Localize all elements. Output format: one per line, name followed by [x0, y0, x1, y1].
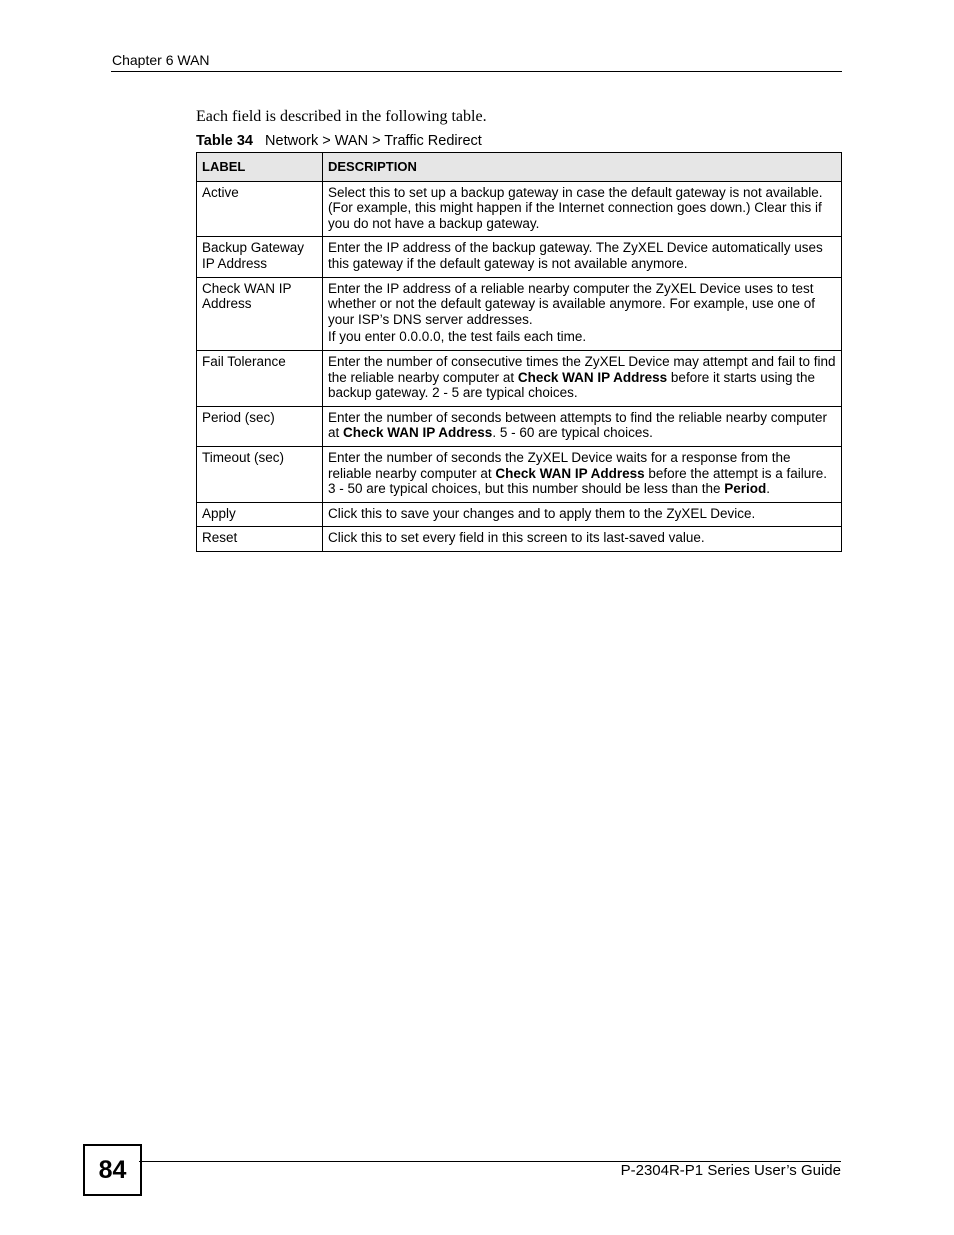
table-header-row: [197, 153, 842, 182]
label-column-header: LABEL: [197, 153, 323, 182]
table-row: [197, 527, 842, 552]
field-description: [323, 406, 842, 446]
field-description: [323, 237, 842, 277]
field-label: Fail Tolerance: [197, 350, 323, 406]
description-text: Enter the IP address of the backup gateway. The ZyXEL Device automatically uses this gateway if the default gateway is not available anymore.: [328, 240, 823, 271]
description-text: before it starts using the backup gateway. 2 - 5 are typical choices.: [328, 369, 815, 401]
description-text: Enter the number of consecutive times the ZyXEL Device may attempt and fail to find the reliable nearby computer at: [328, 353, 836, 385]
description-paragraph: [328, 410, 836, 441]
description-paragraph: [328, 450, 836, 497]
description-text: Click this to set every field in this screen to its last-saved value.: [328, 530, 705, 546]
field-label: Timeout (sec): [197, 446, 323, 502]
table-row: [197, 277, 842, 350]
intro-text: Each field is described in the following table.: [196, 108, 487, 125]
description-bold-term: Period: [724, 481, 767, 497]
description-paragraph: [328, 530, 836, 546]
field-label: Active: [197, 181, 323, 237]
description-text: Enter the number of seconds the ZyXEL Device waits for a response from the reliable nearby computer at: [328, 449, 791, 481]
field-description-table: [196, 152, 842, 552]
field-description: [323, 181, 842, 237]
field-description: [323, 350, 842, 406]
description-paragraph: [328, 354, 836, 401]
description-bold-term: Check WAN IP Address: [343, 425, 493, 441]
table-row: [197, 237, 842, 277]
description-column-header: DESCRIPTION: [323, 153, 842, 182]
description-paragraph: [328, 281, 836, 328]
table-row: [197, 350, 842, 406]
table-row: [197, 406, 842, 446]
description-text: Enter the IP address of a reliable nearby computer the ZyXEL Device uses to test whether or not the default gateway is available anymore. For example, use one of your ISP’s DNS server addresses.: [328, 280, 816, 327]
description-text: Select this to set up a backup gateway in case the default gateway is not available. (For example, this might happen if the Internet connection goes down.) Clear this if you do not have a backup gateway.: [328, 184, 823, 231]
running-header: Chapter 6 WAN: [112, 52, 210, 68]
page-number: 84: [83, 1144, 142, 1196]
table-caption: [196, 133, 482, 149]
description-text: Click this to save your changes and to apply them to the ZyXEL Device.: [328, 505, 756, 521]
description-paragraph: [328, 240, 836, 271]
field-label: Period (sec): [197, 406, 323, 446]
description-text: before the attempt is a failure. 3 - 50 are typical choices, but this number should be less than the: [328, 465, 828, 497]
description-text: . 5 - 60 are typical choices.: [492, 425, 653, 441]
field-label: Check WAN IP Address: [197, 277, 323, 350]
field-label: Reset: [197, 527, 323, 552]
field-description: [323, 502, 842, 527]
table-row: [197, 446, 842, 502]
description-text: Enter the number of seconds between attempts to find the reliable nearby computer at: [328, 409, 828, 441]
field-description: [323, 527, 842, 552]
guide-title: P-2304R-P1 Series User’s Guide: [620, 1162, 841, 1179]
description-bold-term: Check WAN IP Address: [495, 465, 645, 481]
description-bold-term: Check WAN IP Address: [517, 369, 668, 385]
description-paragraph: [328, 329, 836, 345]
description-text: .: [766, 481, 771, 497]
field-description: [323, 277, 842, 350]
description-paragraph: [328, 506, 836, 522]
header-divider: [111, 71, 842, 72]
table-row: [197, 181, 842, 237]
table-body: [197, 181, 842, 551]
table-row: [197, 502, 842, 527]
field-description: [323, 446, 842, 502]
field-label: Apply: [197, 502, 323, 527]
field-label: Backup Gateway IP Address: [197, 237, 323, 277]
table-caption-title: Network > WAN > Traffic Redirect: [265, 133, 482, 149]
description-text: If you enter 0.0.0.0, the test fails each time.: [328, 329, 587, 345]
table-caption-number: Table 34: [196, 133, 253, 149]
description-paragraph: [328, 185, 836, 232]
